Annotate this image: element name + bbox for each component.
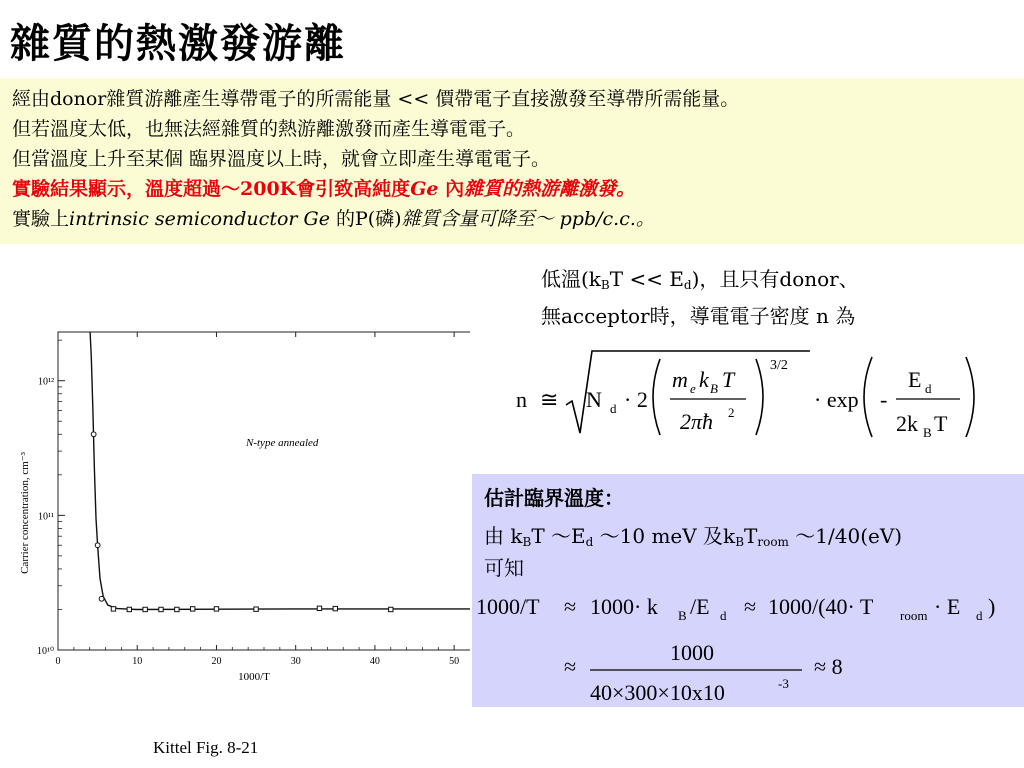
x-tick-label: 30 <box>290 656 301 667</box>
y-axis-label: Carrier concentration, cm⁻³ <box>19 452 31 574</box>
data-point <box>389 607 393 611</box>
x-tick-label: 10 <box>132 656 143 667</box>
data-point <box>95 543 100 548</box>
f1-den2-sub: B <box>923 425 932 440</box>
x-tick-label: 40 <box>369 656 380 667</box>
lt-sub1: B <box>600 278 610 292</box>
f1-den-sup: 2 <box>728 405 735 420</box>
x-tick-label: 0 <box>55 656 61 667</box>
y-tick-label: 10¹⁰ <box>36 646 54 657</box>
f2-frac-num: 1000 <box>670 640 714 665</box>
f1-power: 3/2 <box>770 358 788 373</box>
f1-n: n <box>516 387 527 412</box>
f2-frac-approx: ≈ <box>564 654 577 679</box>
f1-den2-T: T <box>934 411 948 436</box>
f2-f-sub: room <box>900 608 928 623</box>
f1-T: T <box>722 367 735 392</box>
figure-caption: Kittel Fig. 8-21 <box>153 738 259 757</box>
data-point <box>254 607 258 611</box>
lt-c: )，且只有donor、 <box>691 267 859 291</box>
f2-b: ≈ <box>564 594 577 619</box>
f1-den: 2πħ <box>680 409 714 434</box>
f1-Ed: E <box>908 367 922 392</box>
data-point <box>190 607 194 611</box>
f1-dot2: · 2 <box>624 387 648 412</box>
f2-frac-den-sup: -3 <box>778 676 789 691</box>
f1-rparen <box>756 359 763 435</box>
f1-kB-sub: B <box>710 381 718 396</box>
y-tick-label: 10¹² <box>38 376 54 388</box>
intro-line-4-a: 實驗結果顯示，溫度超過～200K會引致高純度 <box>12 178 411 200</box>
intro-line-5-b: intrinsic semiconductor Ge <box>69 208 330 230</box>
plot-curve <box>90 332 470 610</box>
fit-curve <box>90 332 470 610</box>
e-l2-c: ～10 meV 及k <box>593 524 736 548</box>
plot-frame <box>58 332 470 650</box>
x-tick-label: 50 <box>449 656 460 667</box>
f2-c-sub: B <box>678 608 687 623</box>
f1-me: m <box>672 367 688 392</box>
f2-frac-den: 40×300×10x10 <box>590 680 725 705</box>
data-point <box>175 607 179 611</box>
e-l2-sub2: d <box>585 535 594 549</box>
f1-Nd: N <box>586 387 602 412</box>
data-point <box>127 607 131 611</box>
f2-d-sub: d <box>720 608 727 623</box>
lt-a: 低溫(k <box>541 267 601 291</box>
e-l2-sub3: B <box>735 535 745 549</box>
intro-line-4-d: 雜質的熱游離激發。 <box>464 178 636 200</box>
lt-sub2: d <box>683 278 692 292</box>
f1-exp-lparen <box>864 357 872 437</box>
f1-Nd-sub: d <box>610 401 617 416</box>
estimate-line-3: 可知 <box>484 556 524 580</box>
f1-lparen <box>653 359 660 435</box>
f1-minus: - <box>880 387 888 412</box>
density-formula <box>510 345 990 445</box>
e-l2-e: ～1/40(eV) <box>788 524 903 548</box>
data-point <box>91 432 96 437</box>
intro-line-2: 但若溫度太低，也無法經雜質的熱游離激發而產生導電電子。 <box>12 118 526 140</box>
y-tick-label: 10¹¹ <box>38 511 54 523</box>
f2-g: · E <box>934 594 961 619</box>
f1-den2: 2k <box>896 411 918 436</box>
e-l2-sub4: room <box>757 535 789 549</box>
f1-exp: · exp <box>814 387 859 412</box>
data-point <box>99 596 104 601</box>
e-l2-b: T ～E <box>531 524 586 548</box>
f2-g-sub: d <box>976 608 983 623</box>
intro-line-5-d: 雜質含量可降至～ ppb/c.c.。 <box>401 208 655 230</box>
f2-f: 1000/(40· T <box>768 594 874 619</box>
estimate-formula <box>472 588 1024 718</box>
f2-e: ≈ <box>744 594 757 619</box>
f2-h: ) <box>988 594 996 619</box>
f1-approx: ≅ <box>540 387 559 412</box>
data-point <box>159 607 163 611</box>
data-point <box>111 607 115 611</box>
plot-points <box>91 432 393 612</box>
data-point <box>214 607 218 611</box>
plot-axes <box>58 332 470 650</box>
intro-line-4-c: 內 <box>438 178 465 200</box>
e-l2-a: 由 k <box>484 524 523 548</box>
carrier-concentration-plot <box>14 318 470 698</box>
e-l2-sub1: B <box>522 535 532 549</box>
intro-line-1: 經由donor雜質游離產生導帶電子的所需能量 << 價帶電子直接激發至導帶所需能量。 <box>12 88 740 110</box>
intro-line-5 <box>12 204 1024 234</box>
f2-c: 1000· k <box>590 594 658 619</box>
low-temp-line-1 <box>541 264 859 301</box>
low-temp-text <box>541 264 859 332</box>
f1-kB: k <box>699 367 709 392</box>
intro-line-3: 但當溫度上升至某個 臨界溫度以上時，就會立即產生導電電子。 <box>12 148 551 170</box>
f1-Ed-sub: d <box>925 381 932 396</box>
intro-line-5-a: 實驗上 <box>12 208 70 230</box>
plot-ticks <box>37 332 459 667</box>
intro-line-4 <box>12 174 1024 204</box>
x-tick-label: 20 <box>211 656 222 667</box>
lt-b: T << E <box>609 267 684 291</box>
low-temp-line-2: 無acceptor時，導電電子密度 n 為 <box>541 304 856 328</box>
plot-annotation: N-type annealed <box>246 437 319 449</box>
page-title: 雜質的熱激發游離 <box>10 20 346 67</box>
f1-me-sub: e <box>690 381 696 396</box>
intro-line-5-c: 的P(磷) <box>329 208 402 230</box>
f2-d: /E <box>690 594 710 619</box>
data-point <box>143 607 147 611</box>
estimate-line-2 <box>484 520 902 558</box>
intro-line-4-ge: Ge <box>410 178 439 200</box>
data-point <box>317 606 321 610</box>
estimate-header: 估計臨界溫度： <box>484 486 624 510</box>
intro-box <box>0 78 1024 244</box>
f1-exp-rparen <box>966 357 974 437</box>
e-l2-d: T <box>744 524 758 548</box>
f2-a: 1000/T <box>476 594 540 619</box>
data-point <box>333 606 337 610</box>
x-axis-label: 1000/T <box>238 671 270 683</box>
f2-frac-result: ≈ 8 <box>814 654 843 679</box>
